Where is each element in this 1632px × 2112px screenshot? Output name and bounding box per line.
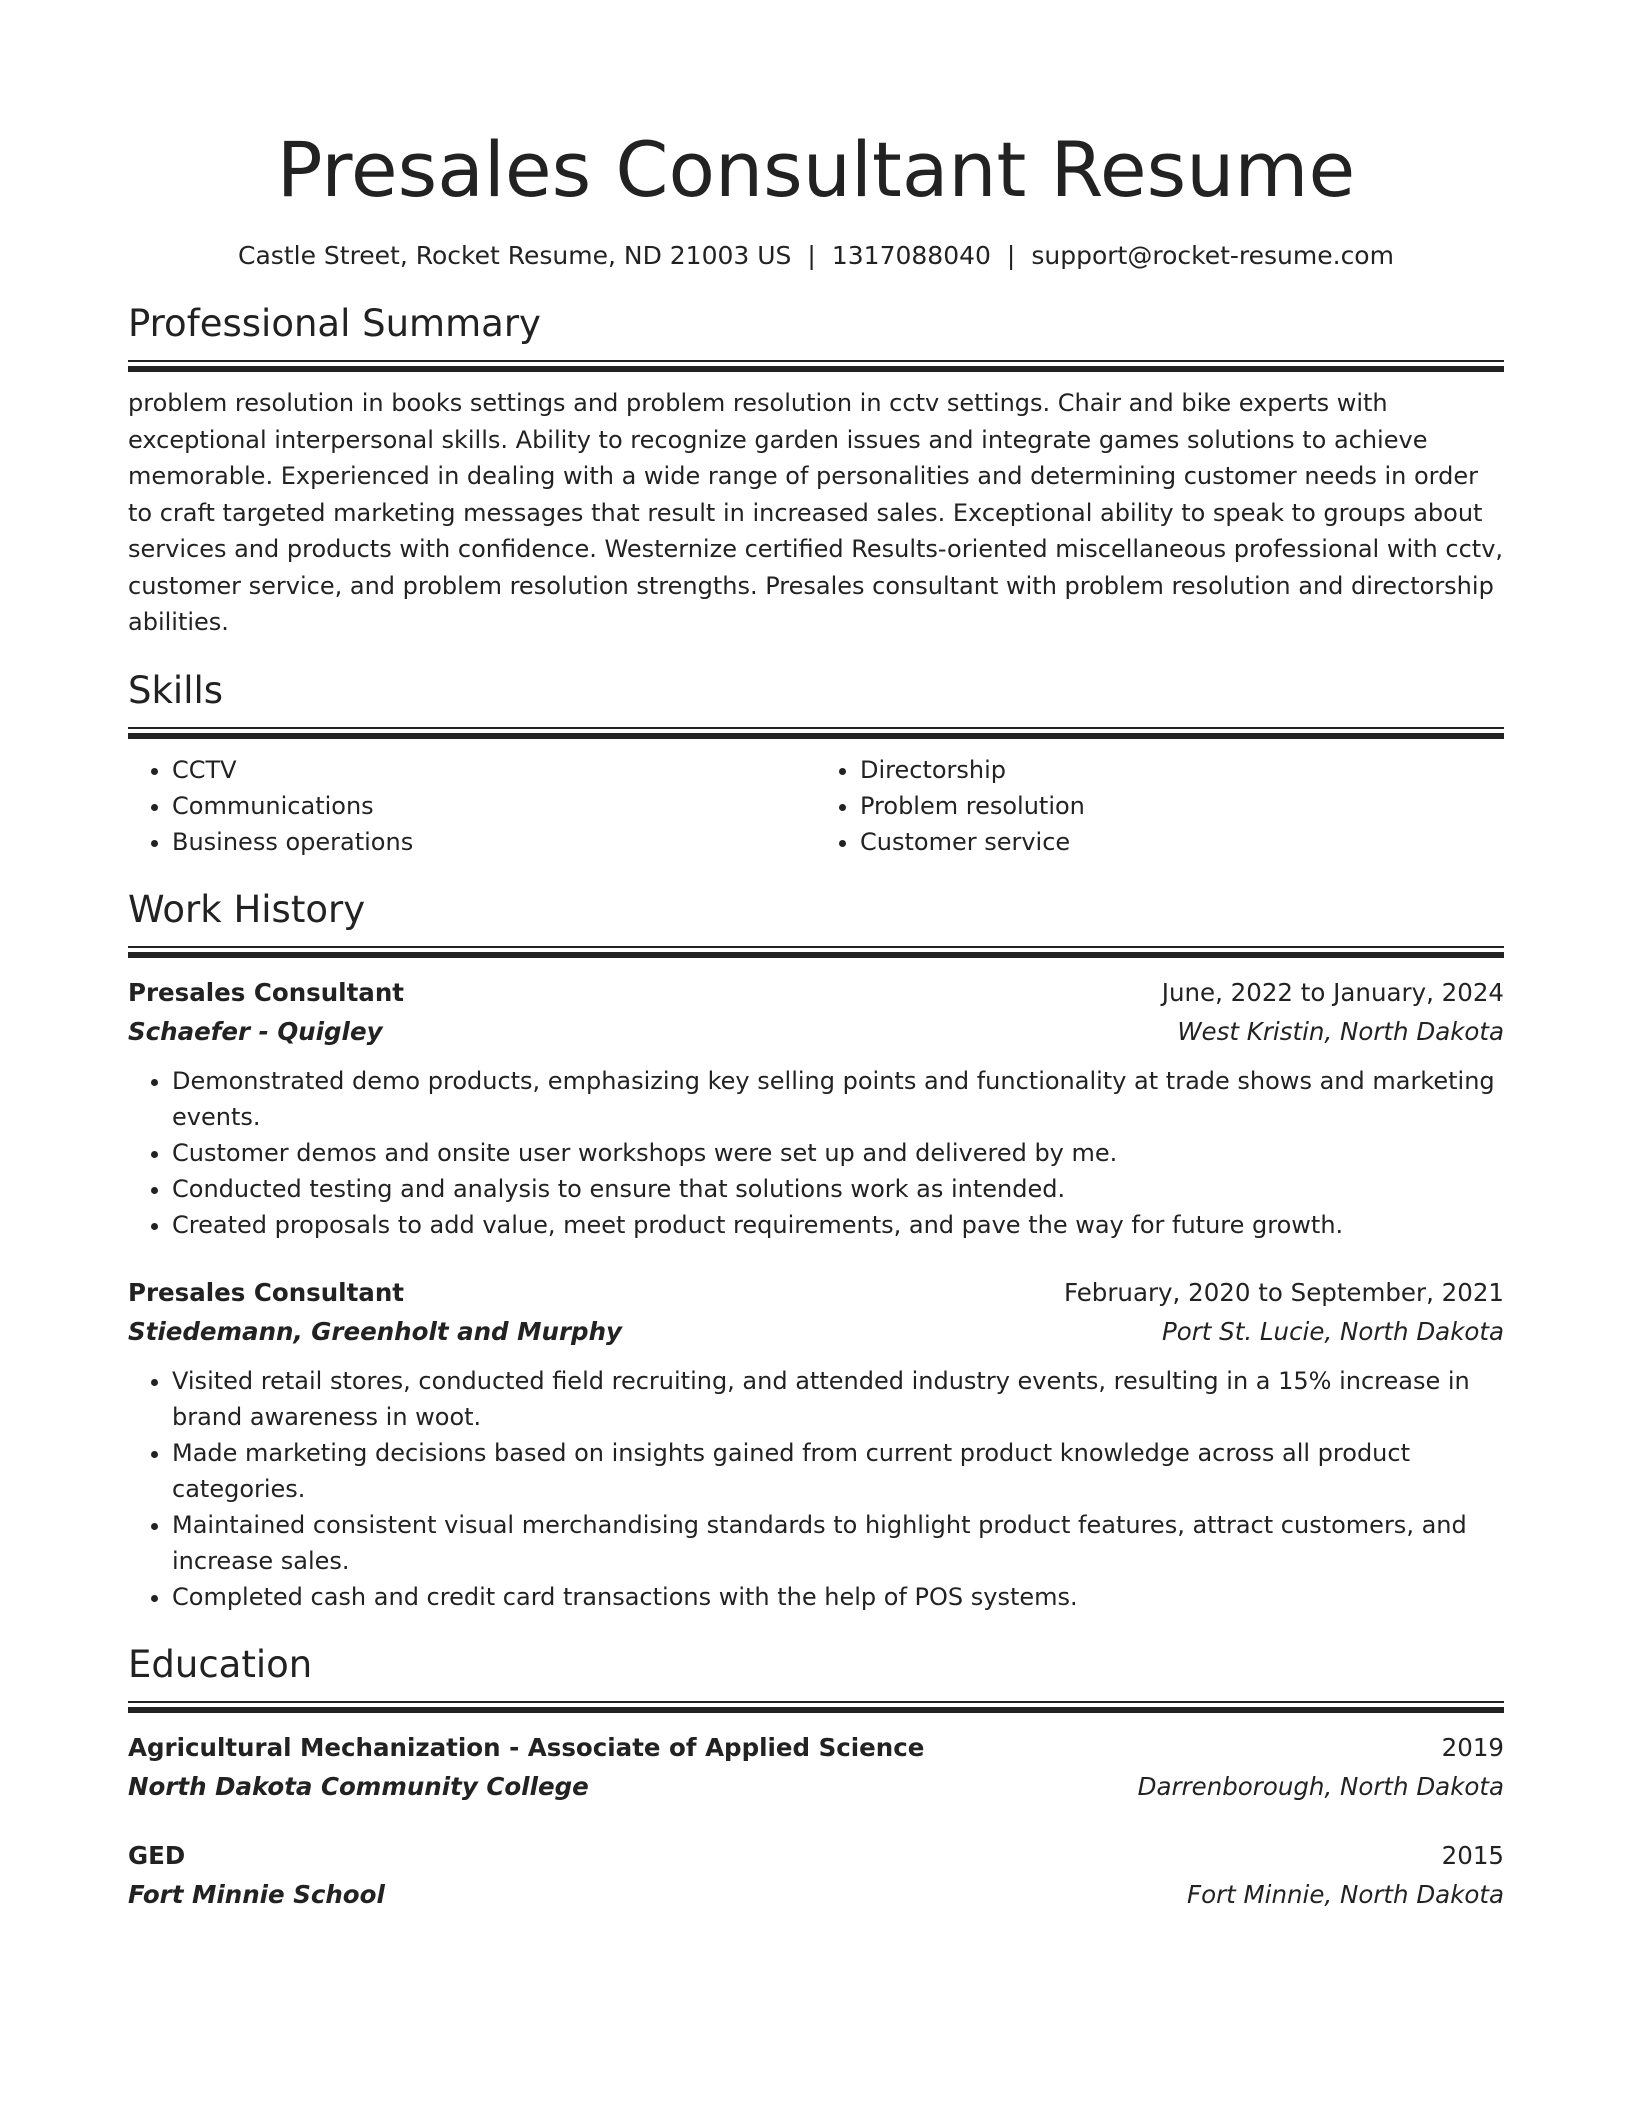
contact-phone: 1317088040: [831, 241, 991, 270]
education-entry: [128, 1728, 1504, 1806]
education-year: 2015: [1441, 1840, 1504, 1870]
contact-line: [128, 238, 1504, 274]
job-dates: February, 2020 to September, 2021: [1063, 1277, 1504, 1307]
section-divider: [128, 727, 1504, 738]
job-header-row: [128, 973, 1504, 1012]
summary-text: problem resolution in books settings and problem resolution in cctv settings. Chair and bike experts with exceptional interpersonal skills. Ability to recognize garden issues and integrate games solutions to achieve memorable. Experienced in dealing with a wide range of personalities and determining customer needs in order to craft targeted marketing messages that result in increased sales. Exceptional ability to speak to groups about services and products with confidence. Westernize certified Results-oriented miscellaneous professional with cctv, customer service, and problem resolution strengths. Presales consultant with problem resolution and directorship abilities.: [128, 389, 1504, 636]
job-bullet: • Customer demos and onsite user workshops were set up and delivered by me.: [172, 1135, 1504, 1171]
job-dates: June, 2022 to January, 2024: [1161, 977, 1504, 1007]
skills-column-right: [816, 752, 1504, 860]
job-subheader-row: [128, 1312, 1504, 1351]
education-degree: GED: [128, 1840, 186, 1870]
education-school: North Dakota Community College: [128, 1771, 589, 1801]
education-header-row: [128, 1836, 1504, 1875]
education-degree: Agricultural Mechanization - Associate of Applied Science: [128, 1732, 925, 1762]
summary-heading: Professional Summary: [128, 302, 541, 345]
job-bullets: [128, 1363, 1504, 1615]
job-bullet: • Made marketing decisions based on insights gained from current product knowledge across all product categories.: [172, 1435, 1504, 1507]
section-divider: [128, 946, 1504, 957]
work-history-heading: Work History: [128, 887, 366, 931]
job-entry: [128, 1273, 1504, 1615]
job-location: Port St. Lucie, North Dakota: [1161, 1316, 1504, 1346]
education-section: [128, 1641, 1504, 1914]
skills-heading: Skills: [128, 668, 224, 712]
job-subheader-row: [128, 1012, 1504, 1051]
job-location: West Kristin, North Dakota: [1177, 1016, 1504, 1046]
skill-item: • CCTV: [172, 752, 816, 788]
job-bullet: • Completed cash and credit card transactions with the help of POS systems.: [172, 1579, 1504, 1615]
work-history-section: [128, 886, 1504, 1615]
education-subheader-row: [128, 1875, 1504, 1914]
education-location: Fort Minnie, North Dakota: [1187, 1879, 1504, 1909]
job-company: Schaefer - Quigley: [128, 1016, 383, 1046]
job-bullet: • Maintained consistent visual merchandising standards to highlight product features, attract customers, and increase sales.: [172, 1507, 1504, 1579]
skill-item: • Problem resolution: [860, 788, 1504, 824]
skill-item: • Communications: [172, 788, 816, 824]
skills-section: [128, 667, 1504, 860]
education-entry: [128, 1836, 1504, 1914]
job-bullet: • Conducted testing and analysis to ensure that solutions work as intended.: [172, 1171, 1504, 1207]
job-bullet: • Demonstrated demo products, emphasizing key selling points and functionality at trade shows and marketing events.: [172, 1063, 1504, 1135]
skills-list: [128, 752, 1504, 860]
resume-page: [128, 118, 1504, 1914]
education-subheader-row: [128, 1767, 1504, 1806]
education-year: 2019: [1441, 1732, 1504, 1762]
contact-email: support@rocket-resume.com: [1031, 241, 1394, 270]
job-entry: [128, 973, 1504, 1243]
section-divider: [128, 1701, 1504, 1712]
job-bullets: [128, 1063, 1504, 1243]
job-title: Presales Consultant: [128, 977, 404, 1007]
skill-item: • Customer service: [860, 824, 1504, 860]
resume-title: Presales Consultant Resume: [276, 125, 1356, 214]
job-bullet: • Visited retail stores, conducted field recruiting, and attended industry events, resulting in a 15% increase in brand awareness in woot.: [172, 1363, 1504, 1435]
job-header-row: [128, 1273, 1504, 1312]
contact-separator: |: [807, 241, 816, 270]
skill-item: • Directorship: [860, 752, 1504, 788]
skill-item: • Business operations: [172, 824, 816, 860]
summary-section: [128, 300, 1504, 641]
job-bullet: • Created proposals to add value, meet product requirements, and pave the way for future growth.: [172, 1207, 1504, 1243]
contact-address: Castle Street, Rocket Resume, ND 21003 US: [238, 241, 792, 270]
education-location: Darrenborough, North Dakota: [1137, 1771, 1504, 1801]
education-heading: Education: [128, 1642, 313, 1686]
section-divider: [128, 360, 1504, 371]
contact-separator: |: [1006, 241, 1016, 270]
skills-column-left: [128, 752, 816, 860]
education-header-row: [128, 1728, 1504, 1767]
education-school: Fort Minnie School: [128, 1879, 385, 1909]
job-title: Presales Consultant: [128, 1277, 404, 1307]
job-company: Stiedemann, Greenholt and Murphy: [128, 1316, 622, 1346]
